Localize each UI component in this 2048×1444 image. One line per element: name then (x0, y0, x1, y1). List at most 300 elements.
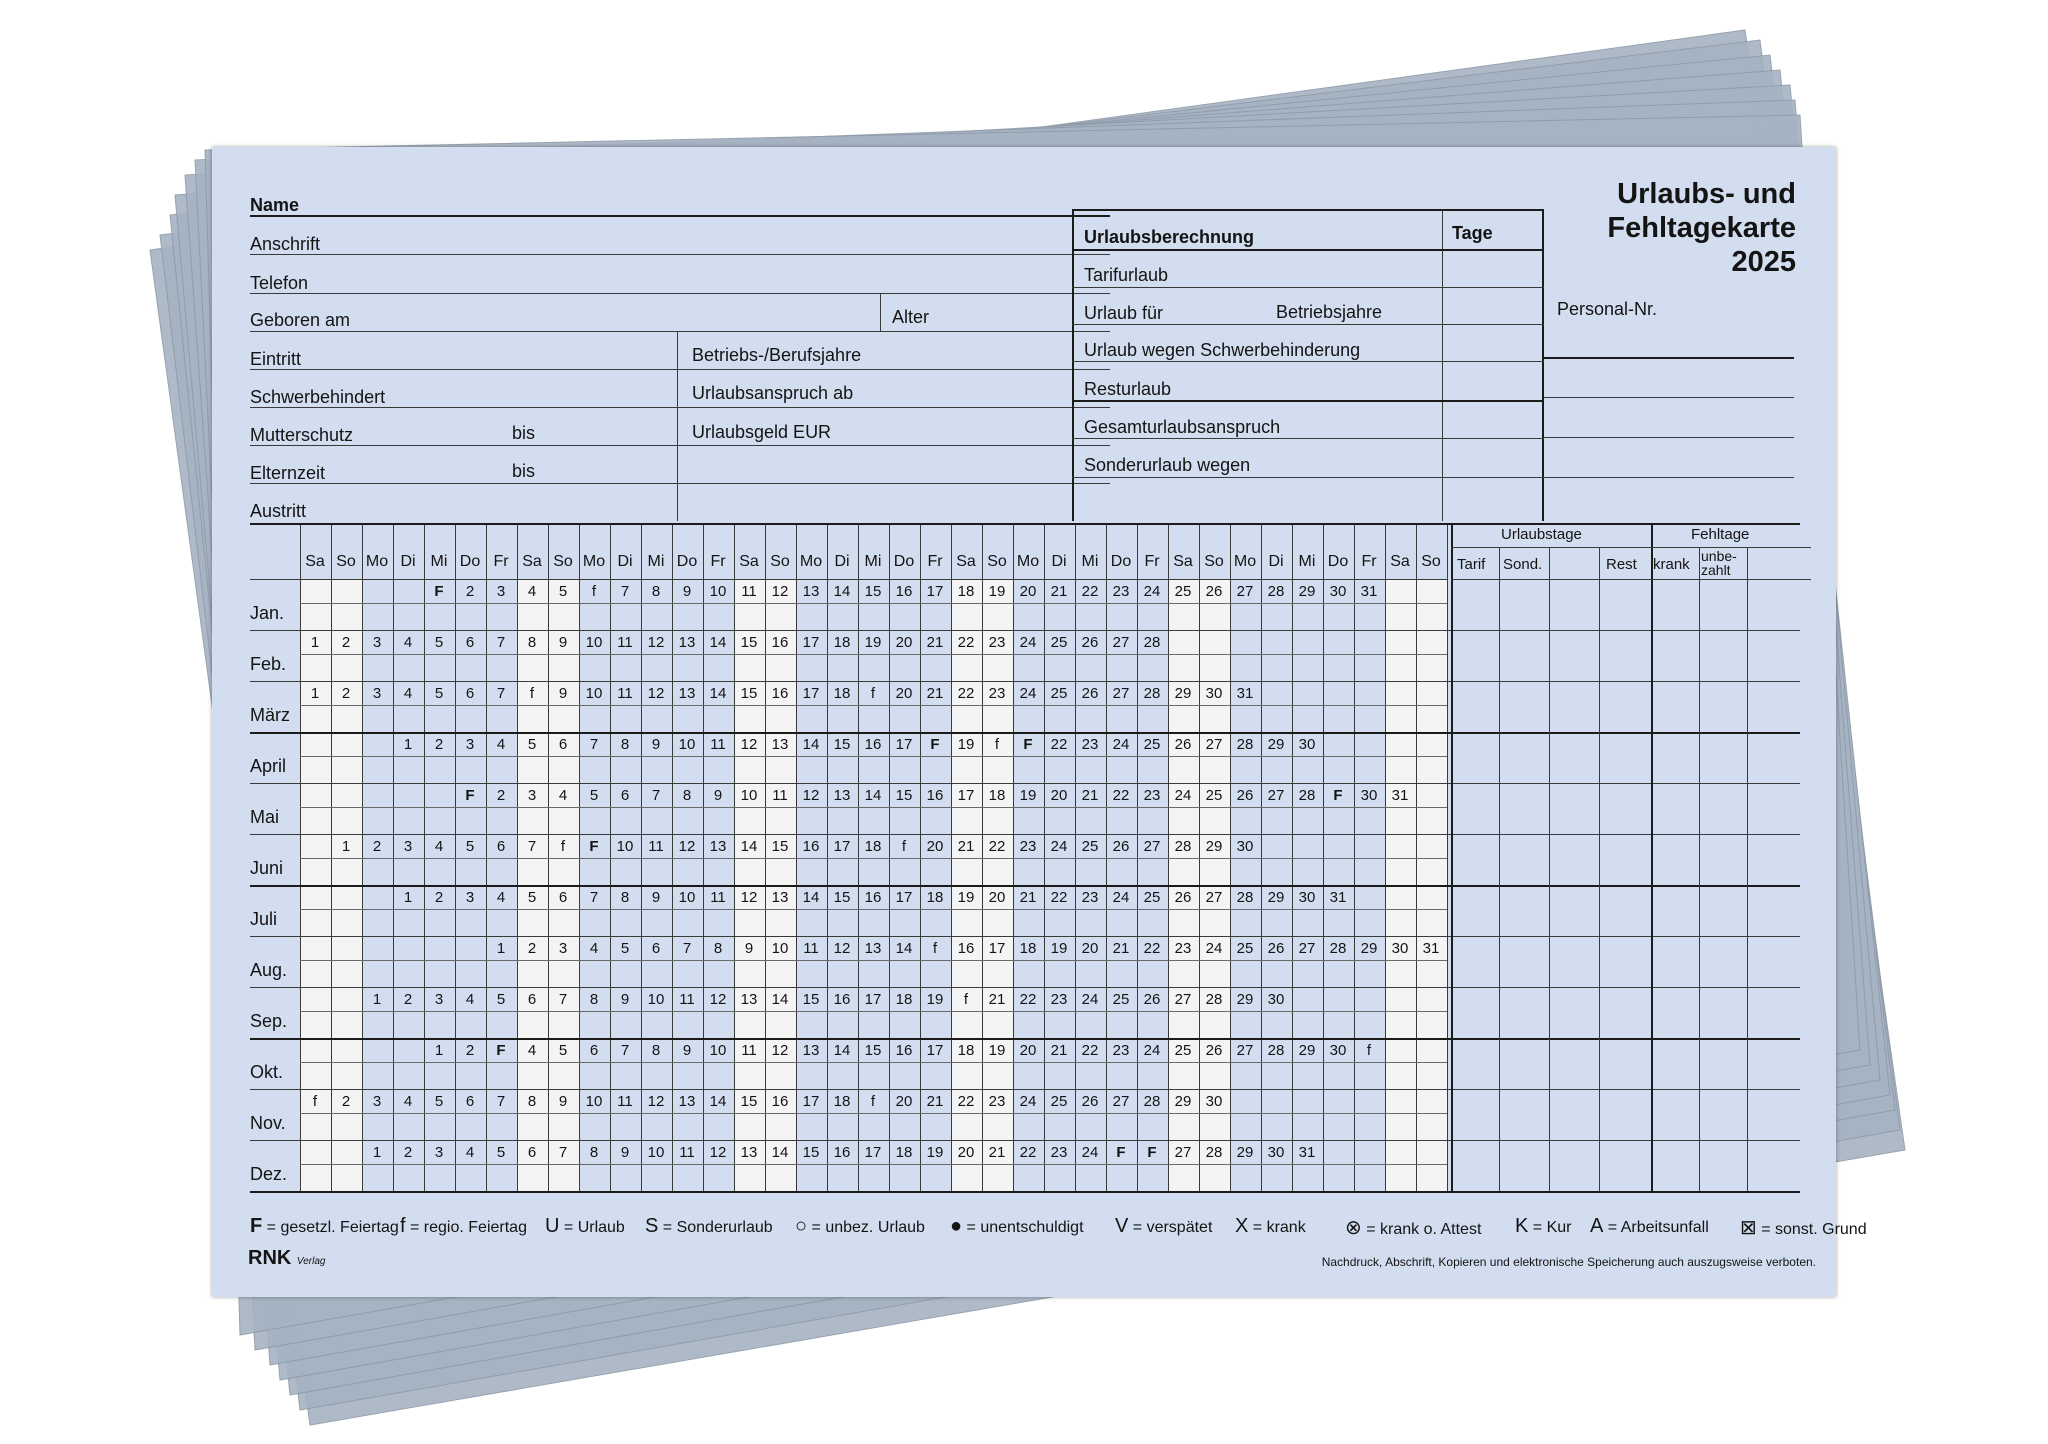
day-cell[interactable]: 16 (895, 1042, 913, 1059)
day-cell[interactable]: 7 (527, 838, 537, 855)
day-cell[interactable]: 19 (957, 736, 975, 753)
day-cell[interactable]: 18 (833, 1093, 851, 1110)
day-cell[interactable]: 13 (740, 1144, 758, 1161)
day-cell[interactable]: 8 (713, 940, 723, 957)
day-cell[interactable]: 25 (1050, 1093, 1068, 1110)
day-cell[interactable]: 25 (1143, 736, 1161, 753)
day-cell[interactable]: 7 (558, 991, 568, 1008)
day-cell[interactable]: 26 (1143, 991, 1161, 1008)
day-cell[interactable]: 14 (833, 583, 851, 600)
day-cell[interactable]: 13 (740, 991, 758, 1008)
day-cell[interactable]: 6 (527, 1144, 537, 1161)
day-cell[interactable]: 24 (1019, 634, 1037, 651)
day-cell[interactable]: 1 (372, 991, 382, 1008)
day-cell[interactable]: 22 (957, 634, 975, 651)
day-cell[interactable]: 30 (1236, 838, 1254, 855)
day-cell[interactable]: 25 (1112, 991, 1130, 1008)
day-cell[interactable]: 11 (617, 685, 633, 702)
day-cell[interactable]: 15 (833, 736, 851, 753)
day-cell[interactable]: 17 (802, 685, 820, 702)
day-cell[interactable]: 13 (678, 634, 696, 651)
day-cell[interactable]: 23 (1050, 991, 1068, 1008)
day-cell[interactable]: 1 (310, 634, 320, 651)
day-cell[interactable]: 9 (651, 736, 661, 753)
day-cell[interactable]: 31 (1298, 1144, 1316, 1161)
day-cell[interactable]: 14 (833, 1042, 851, 1059)
day-cell[interactable]: 18 (988, 787, 1006, 804)
day-cell[interactable]: f (870, 1093, 876, 1110)
day-cell[interactable]: 25 (1174, 583, 1192, 600)
day-cell[interactable]: 31 (1329, 889, 1347, 906)
day-cell[interactable]: 4 (527, 583, 537, 600)
day-cell[interactable]: 24 (1019, 685, 1037, 702)
day-cell[interactable]: 26 (1081, 685, 1099, 702)
day-cell[interactable]: 17 (926, 1042, 944, 1059)
day-cell[interactable]: 17 (802, 634, 820, 651)
day-cell[interactable]: 22 (1019, 1144, 1037, 1161)
day-cell[interactable]: 19 (1050, 940, 1068, 957)
day-cell[interactable]: 21 (1050, 1042, 1068, 1059)
day-cell[interactable]: 24 (1050, 838, 1068, 855)
day-cell[interactable]: 15 (740, 1093, 758, 1110)
day-cell[interactable]: 29 (1236, 991, 1254, 1008)
day-cell[interactable]: 8 (589, 1144, 599, 1161)
day-cell[interactable]: 12 (740, 889, 758, 906)
day-cell[interactable]: f (560, 838, 566, 855)
day-cell[interactable]: 18 (1019, 940, 1037, 957)
day-cell[interactable]: 10 (771, 940, 789, 957)
day-cell[interactable]: 24 (1143, 1042, 1161, 1059)
day-cell[interactable]: 27 (1112, 685, 1130, 702)
day-cell[interactable]: 7 (620, 583, 630, 600)
day-cell[interactable]: 30 (1298, 736, 1316, 753)
day-cell[interactable]: 26 (1267, 940, 1285, 957)
day-cell[interactable]: 17 (895, 736, 913, 753)
day-cell[interactable]: 29 (1298, 1042, 1316, 1059)
day-cell[interactable]: 18 (926, 889, 944, 906)
day-cell[interactable]: 4 (589, 940, 599, 957)
day-cell[interactable]: 24 (1112, 889, 1130, 906)
day-cell[interactable]: 11 (710, 889, 726, 906)
day-cell[interactable]: 11 (710, 736, 726, 753)
day-cell[interactable]: F (1023, 736, 1033, 753)
day-cell[interactable]: 12 (647, 634, 665, 651)
day-cell[interactable]: 13 (678, 1093, 696, 1110)
day-cell[interactable]: F (930, 736, 940, 753)
day-cell[interactable]: 5 (434, 685, 444, 702)
day-cell[interactable]: 9 (682, 583, 692, 600)
day-cell[interactable]: 24 (1081, 991, 1099, 1008)
day-cell[interactable]: 10 (585, 1093, 603, 1110)
day-cell[interactable]: 6 (465, 634, 475, 651)
day-cell[interactable]: 15 (864, 583, 882, 600)
day-cell[interactable]: 5 (434, 634, 444, 651)
day-cell[interactable]: 3 (465, 736, 475, 753)
day-cell[interactable]: 22 (1112, 787, 1130, 804)
day-cell[interactable]: 10 (585, 634, 603, 651)
day-cell[interactable]: 2 (434, 736, 444, 753)
day-cell[interactable]: 21 (1112, 940, 1130, 957)
day-cell[interactable]: 9 (558, 634, 568, 651)
day-cell[interactable]: 25 (1236, 940, 1254, 957)
day-cell[interactable]: F (465, 787, 475, 804)
day-cell[interactable]: 12 (771, 1042, 789, 1059)
day-cell[interactable]: 21 (988, 991, 1006, 1008)
day-cell[interactable]: 28 (1329, 940, 1347, 957)
day-cell[interactable]: 25 (1081, 838, 1099, 855)
day-cell[interactable]: 5 (465, 838, 475, 855)
day-cell[interactable]: 19 (988, 583, 1006, 600)
day-cell[interactable]: 14 (709, 634, 727, 651)
day-cell[interactable]: 11 (803, 940, 819, 957)
day-cell[interactable]: 16 (771, 1093, 789, 1110)
day-cell[interactable]: F (1333, 787, 1343, 804)
day-cell[interactable]: 7 (496, 634, 506, 651)
day-cell[interactable]: 12 (802, 787, 820, 804)
day-cell[interactable]: 15 (771, 838, 789, 855)
day-cell[interactable]: 5 (620, 940, 630, 957)
day-cell[interactable]: 5 (558, 1042, 568, 1059)
day-cell[interactable]: 27 (1205, 736, 1223, 753)
day-cell[interactable]: 13 (771, 736, 789, 753)
day-cell[interactable]: 23 (988, 685, 1006, 702)
day-cell[interactable]: 5 (496, 991, 506, 1008)
day-cell[interactable]: 16 (864, 736, 882, 753)
day-cell[interactable]: 24 (1081, 1144, 1099, 1161)
day-cell[interactable]: 15 (740, 634, 758, 651)
day-cell[interactable]: 12 (740, 736, 758, 753)
day-cell[interactable]: 1 (403, 889, 413, 906)
day-cell[interactable]: 30 (1205, 1093, 1223, 1110)
day-cell[interactable]: 23 (988, 634, 1006, 651)
day-cell[interactable]: 3 (372, 1093, 382, 1110)
day-cell[interactable]: 1 (310, 685, 320, 702)
day-cell[interactable]: 2 (465, 1042, 475, 1059)
day-cell[interactable]: 20 (895, 685, 913, 702)
day-cell[interactable]: 21 (957, 838, 975, 855)
day-cell[interactable]: 8 (682, 787, 692, 804)
day-cell[interactable]: 3 (496, 583, 506, 600)
day-cell[interactable]: 12 (647, 685, 665, 702)
day-cell[interactable]: 8 (651, 1042, 661, 1059)
day-cell[interactable]: 23 (1112, 1042, 1130, 1059)
day-cell[interactable]: 17 (957, 787, 975, 804)
day-cell[interactable]: 26 (1081, 1093, 1099, 1110)
day-cell[interactable]: 24 (1019, 1093, 1037, 1110)
day-cell[interactable]: 3 (465, 889, 475, 906)
day-cell[interactable]: 1 (341, 838, 351, 855)
day-cell[interactable]: 8 (527, 1093, 537, 1110)
day-cell[interactable]: 20 (1050, 787, 1068, 804)
day-cell[interactable]: 28 (1205, 991, 1223, 1008)
day-cell[interactable]: 14 (771, 991, 789, 1008)
day-cell[interactable]: f (591, 583, 597, 600)
day-cell[interactable]: 23 (1081, 736, 1099, 753)
day-cell[interactable]: 21 (926, 634, 944, 651)
day-cell[interactable]: 5 (496, 1144, 506, 1161)
day-cell[interactable]: 2 (403, 991, 413, 1008)
day-cell[interactable]: 13 (833, 787, 851, 804)
day-cell[interactable]: 29 (1174, 685, 1192, 702)
day-cell[interactable]: 21 (926, 685, 944, 702)
day-cell[interactable]: 4 (465, 991, 475, 1008)
day-cell[interactable]: 19 (926, 1144, 944, 1161)
day-cell[interactable]: F (496, 1042, 506, 1059)
day-cell[interactable]: 18 (895, 1144, 913, 1161)
day-cell[interactable]: 27 (1112, 634, 1130, 651)
day-cell[interactable]: 28 (1143, 685, 1161, 702)
day-cell[interactable]: 23 (1174, 940, 1192, 957)
day-cell[interactable]: 28 (1236, 889, 1254, 906)
day-cell[interactable]: 8 (589, 991, 599, 1008)
day-cell[interactable]: 13 (864, 940, 882, 957)
day-cell[interactable]: 12 (709, 1144, 727, 1161)
day-cell[interactable]: 17 (895, 889, 913, 906)
day-cell[interactable]: 16 (802, 838, 820, 855)
day-cell[interactable]: 9 (558, 685, 568, 702)
day-cell[interactable]: 15 (802, 1144, 820, 1161)
day-cell[interactable]: 16 (833, 991, 851, 1008)
day-cell[interactable]: 7 (682, 940, 692, 957)
day-cell[interactable]: 4 (465, 1144, 475, 1161)
day-cell[interactable]: 6 (496, 838, 506, 855)
day-cell[interactable]: 28 (1298, 787, 1316, 804)
day-cell[interactable]: 17 (802, 1093, 820, 1110)
day-cell[interactable]: 4 (496, 889, 506, 906)
day-cell[interactable]: 13 (678, 685, 696, 702)
day-cell[interactable]: 11 (617, 634, 633, 651)
day-cell[interactable]: 24 (1174, 787, 1192, 804)
day-cell[interactable]: f (901, 838, 907, 855)
day-cell[interactable]: 29 (1174, 1093, 1192, 1110)
day-cell[interactable]: 7 (496, 685, 506, 702)
day-cell[interactable]: 14 (864, 787, 882, 804)
day-cell[interactable]: 10 (740, 787, 758, 804)
day-cell[interactable]: 9 (651, 889, 661, 906)
day-cell[interactable]: f (932, 940, 938, 957)
day-cell[interactable]: 22 (957, 1093, 975, 1110)
day-cell[interactable]: 2 (465, 583, 475, 600)
day-cell[interactable]: 27 (1205, 889, 1223, 906)
day-cell[interactable]: 9 (620, 991, 630, 1008)
day-cell[interactable]: 30 (1329, 1042, 1347, 1059)
day-cell[interactable]: 2 (341, 685, 351, 702)
day-cell[interactable]: 8 (651, 583, 661, 600)
day-cell[interactable]: f (529, 685, 535, 702)
day-cell[interactable]: 20 (1019, 583, 1037, 600)
day-cell[interactable]: 22 (988, 838, 1006, 855)
day-cell[interactable]: 30 (1329, 583, 1347, 600)
day-cell[interactable]: 16 (771, 685, 789, 702)
day-cell[interactable]: F (1116, 1144, 1126, 1161)
day-cell[interactable]: 16 (895, 583, 913, 600)
day-cell[interactable]: 8 (527, 634, 537, 651)
day-cell[interactable]: 22 (1143, 940, 1161, 957)
day-cell[interactable]: 1 (496, 940, 506, 957)
day-cell[interactable]: 3 (403, 838, 413, 855)
day-cell[interactable]: 7 (589, 736, 599, 753)
day-cell[interactable]: 4 (434, 838, 444, 855)
day-cell[interactable]: 26 (1112, 838, 1130, 855)
day-cell[interactable]: 1 (372, 1144, 382, 1161)
day-cell[interactable]: 28 (1236, 736, 1254, 753)
day-cell[interactable]: 3 (527, 787, 537, 804)
day-cell[interactable]: 13 (709, 838, 727, 855)
day-cell[interactable]: 29 (1267, 889, 1285, 906)
day-cell[interactable]: 10 (647, 1144, 665, 1161)
day-cell[interactable]: 21 (1050, 583, 1068, 600)
day-cell[interactable]: 21 (1019, 889, 1037, 906)
day-cell[interactable]: F (1147, 1144, 1157, 1161)
day-cell[interactable]: 16 (957, 940, 975, 957)
day-cell[interactable]: 25 (1174, 1042, 1192, 1059)
day-cell[interactable]: 10 (709, 1042, 727, 1059)
day-cell[interactable]: 20 (988, 889, 1006, 906)
day-cell[interactable]: 28 (1143, 634, 1161, 651)
day-cell[interactable]: 19 (864, 634, 882, 651)
day-cell[interactable]: 29 (1360, 940, 1378, 957)
day-cell[interactable]: 20 (895, 1093, 913, 1110)
day-cell[interactable]: 14 (709, 685, 727, 702)
day-cell[interactable]: 22 (1081, 1042, 1099, 1059)
day-cell[interactable]: 29 (1267, 736, 1285, 753)
day-cell[interactable]: 22 (1050, 889, 1068, 906)
day-cell[interactable]: F (434, 583, 444, 600)
day-cell[interactable]: 21 (926, 1093, 944, 1110)
day-cell[interactable]: 21 (988, 1144, 1006, 1161)
day-cell[interactable]: 28 (1267, 1042, 1285, 1059)
day-cell[interactable]: 4 (558, 787, 568, 804)
day-cell[interactable]: 23 (1143, 787, 1161, 804)
day-cell[interactable]: 29 (1205, 838, 1223, 855)
day-cell[interactable]: 10 (678, 889, 696, 906)
day-cell[interactable]: 5 (527, 736, 537, 753)
day-cell[interactable]: 18 (833, 685, 851, 702)
day-cell[interactable]: 24 (1205, 940, 1223, 957)
day-cell[interactable]: 3 (372, 685, 382, 702)
day-cell[interactable]: 26 (1081, 634, 1099, 651)
day-cell[interactable]: 16 (771, 634, 789, 651)
day-cell[interactable]: 31 (1422, 940, 1440, 957)
day-cell[interactable]: 17 (864, 1144, 882, 1161)
day-cell[interactable]: 1 (434, 1042, 444, 1059)
day-cell[interactable]: F (589, 838, 599, 855)
day-cell[interactable]: 30 (1360, 787, 1378, 804)
day-cell[interactable]: 7 (558, 1144, 568, 1161)
day-cell[interactable]: 23 (1050, 1144, 1068, 1161)
day-cell[interactable]: 20 (1081, 940, 1099, 957)
day-cell[interactable]: 28 (1174, 838, 1192, 855)
day-cell[interactable]: 14 (771, 1144, 789, 1161)
day-cell[interactable]: 7 (589, 889, 599, 906)
day-cell[interactable]: 30 (1298, 889, 1316, 906)
day-cell[interactable]: 11 (679, 991, 695, 1008)
day-cell[interactable]: 6 (527, 991, 537, 1008)
day-cell[interactable]: 23 (1081, 889, 1099, 906)
day-cell[interactable]: 12 (709, 991, 727, 1008)
day-cell[interactable]: 4 (496, 736, 506, 753)
day-cell[interactable]: 30 (1267, 991, 1285, 1008)
day-cell[interactable]: 20 (895, 634, 913, 651)
day-cell[interactable]: 12 (771, 583, 789, 600)
day-cell[interactable]: 9 (682, 1042, 692, 1059)
day-cell[interactable]: f (963, 991, 969, 1008)
day-cell[interactable]: 27 (1236, 1042, 1254, 1059)
day-cell[interactable]: 1 (403, 736, 413, 753)
day-cell[interactable]: 19 (988, 1042, 1006, 1059)
day-cell[interactable]: 2 (372, 838, 382, 855)
day-cell[interactable]: 4 (403, 634, 413, 651)
day-cell[interactable]: 18 (957, 1042, 975, 1059)
day-cell[interactable]: 27 (1174, 1144, 1192, 1161)
day-cell[interactable]: 13 (771, 889, 789, 906)
day-cell[interactable]: 11 (679, 1144, 695, 1161)
day-cell[interactable]: 2 (403, 1144, 413, 1161)
day-cell[interactable]: 14 (895, 940, 913, 957)
day-cell[interactable]: 7 (651, 787, 661, 804)
day-cell[interactable]: 15 (864, 1042, 882, 1059)
day-cell[interactable]: 27 (1236, 583, 1254, 600)
day-cell[interactable]: 26 (1205, 1042, 1223, 1059)
day-cell[interactable]: 17 (864, 991, 882, 1008)
day-cell[interactable]: 2 (341, 1093, 351, 1110)
day-cell[interactable]: 31 (1236, 685, 1254, 702)
day-cell[interactable]: 26 (1236, 787, 1254, 804)
day-cell[interactable]: 23 (988, 1093, 1006, 1110)
day-cell[interactable]: 22 (1019, 991, 1037, 1008)
day-cell[interactable]: 12 (647, 1093, 665, 1110)
day-cell[interactable]: 23 (1019, 838, 1037, 855)
day-cell[interactable]: 20 (957, 1144, 975, 1161)
day-cell[interactable]: 3 (434, 991, 444, 1008)
day-cell[interactable]: 7 (496, 1093, 506, 1110)
day-cell[interactable]: 17 (988, 940, 1006, 957)
day-cell[interactable]: 23 (1112, 583, 1130, 600)
day-cell[interactable]: 7 (620, 1042, 630, 1059)
day-cell[interactable]: 15 (740, 685, 758, 702)
day-cell[interactable]: 18 (895, 991, 913, 1008)
day-cell[interactable]: 6 (620, 787, 630, 804)
day-cell[interactable]: 5 (434, 1093, 444, 1110)
day-cell[interactable]: 26 (1174, 889, 1192, 906)
day-cell[interactable]: 27 (1267, 787, 1285, 804)
day-cell[interactable]: 6 (465, 1093, 475, 1110)
day-cell[interactable]: 18 (957, 583, 975, 600)
day-cell[interactable]: 27 (1298, 940, 1316, 957)
day-cell[interactable]: 6 (465, 685, 475, 702)
day-cell[interactable]: 22 (1050, 736, 1068, 753)
day-cell[interactable]: 30 (1205, 685, 1223, 702)
day-cell[interactable]: 3 (558, 940, 568, 957)
day-cell[interactable]: 18 (864, 838, 882, 855)
day-cell[interactable]: 15 (833, 889, 851, 906)
day-cell[interactable]: 4 (403, 1093, 413, 1110)
day-cell[interactable]: 3 (434, 1144, 444, 1161)
day-cell[interactable]: 25 (1205, 787, 1223, 804)
day-cell[interactable]: 29 (1298, 583, 1316, 600)
day-cell[interactable]: 14 (802, 736, 820, 753)
day-cell[interactable]: 13 (802, 583, 820, 600)
day-cell[interactable]: 24 (1112, 736, 1130, 753)
day-cell[interactable]: 10 (585, 685, 603, 702)
day-cell[interactable]: 19 (926, 991, 944, 1008)
day-cell[interactable]: 5 (558, 583, 568, 600)
day-cell[interactable]: 6 (558, 889, 568, 906)
day-cell[interactable]: 15 (802, 991, 820, 1008)
day-cell[interactable]: 11 (648, 838, 664, 855)
day-cell[interactable]: 18 (833, 634, 851, 651)
day-cell[interactable]: 24 (1143, 583, 1161, 600)
